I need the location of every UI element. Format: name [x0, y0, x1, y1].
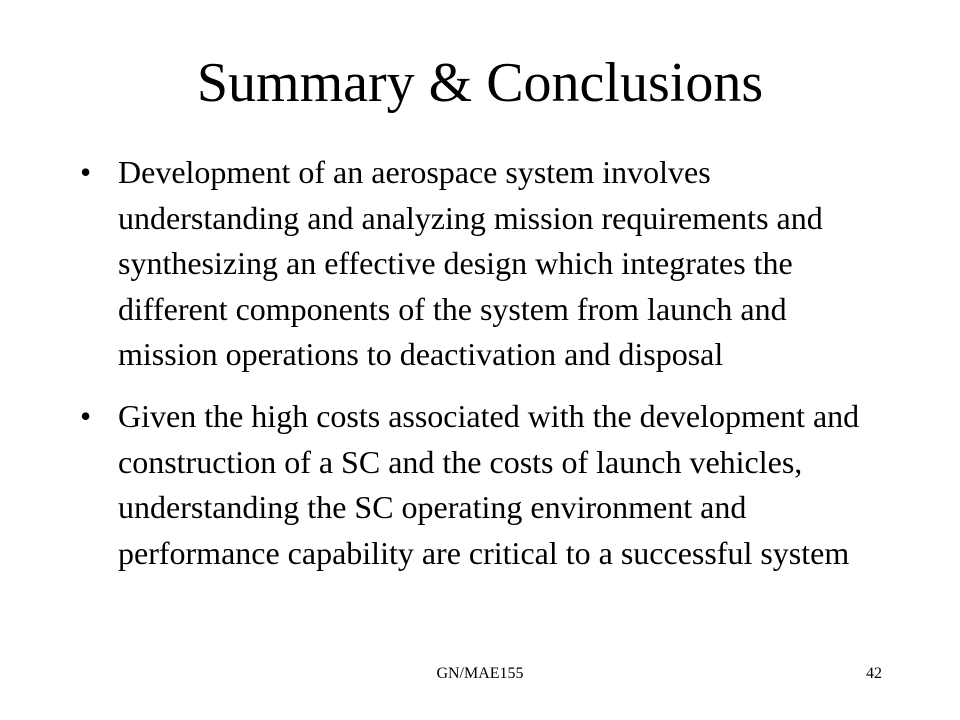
- bullet-text: Development of an aerospace system involves understanding and analyzing mission requirements and synthesizing an effective design which integrates the different components of the system from launch and mission operations to deactivation and disposal: [118, 154, 823, 373]
- bullet-list: [72, 150, 892, 592]
- bullet-icon: •: [80, 397, 92, 434]
- bullet-item: [72, 394, 892, 576]
- footer-course: GN/MAE155: [436, 665, 524, 682]
- slide-title: Summary & Conclusions: [196, 52, 764, 114]
- bullet-text: Given the high costs associated with the development and construction of a SC and the costs of launch vehicles, understanding the SC operating environment and performance capability are critical to a successful system: [118, 397, 860, 571]
- footer-page-number: 42: [866, 665, 882, 682]
- bullet-icon: •: [80, 154, 92, 190]
- bullet-item: [72, 150, 892, 378]
